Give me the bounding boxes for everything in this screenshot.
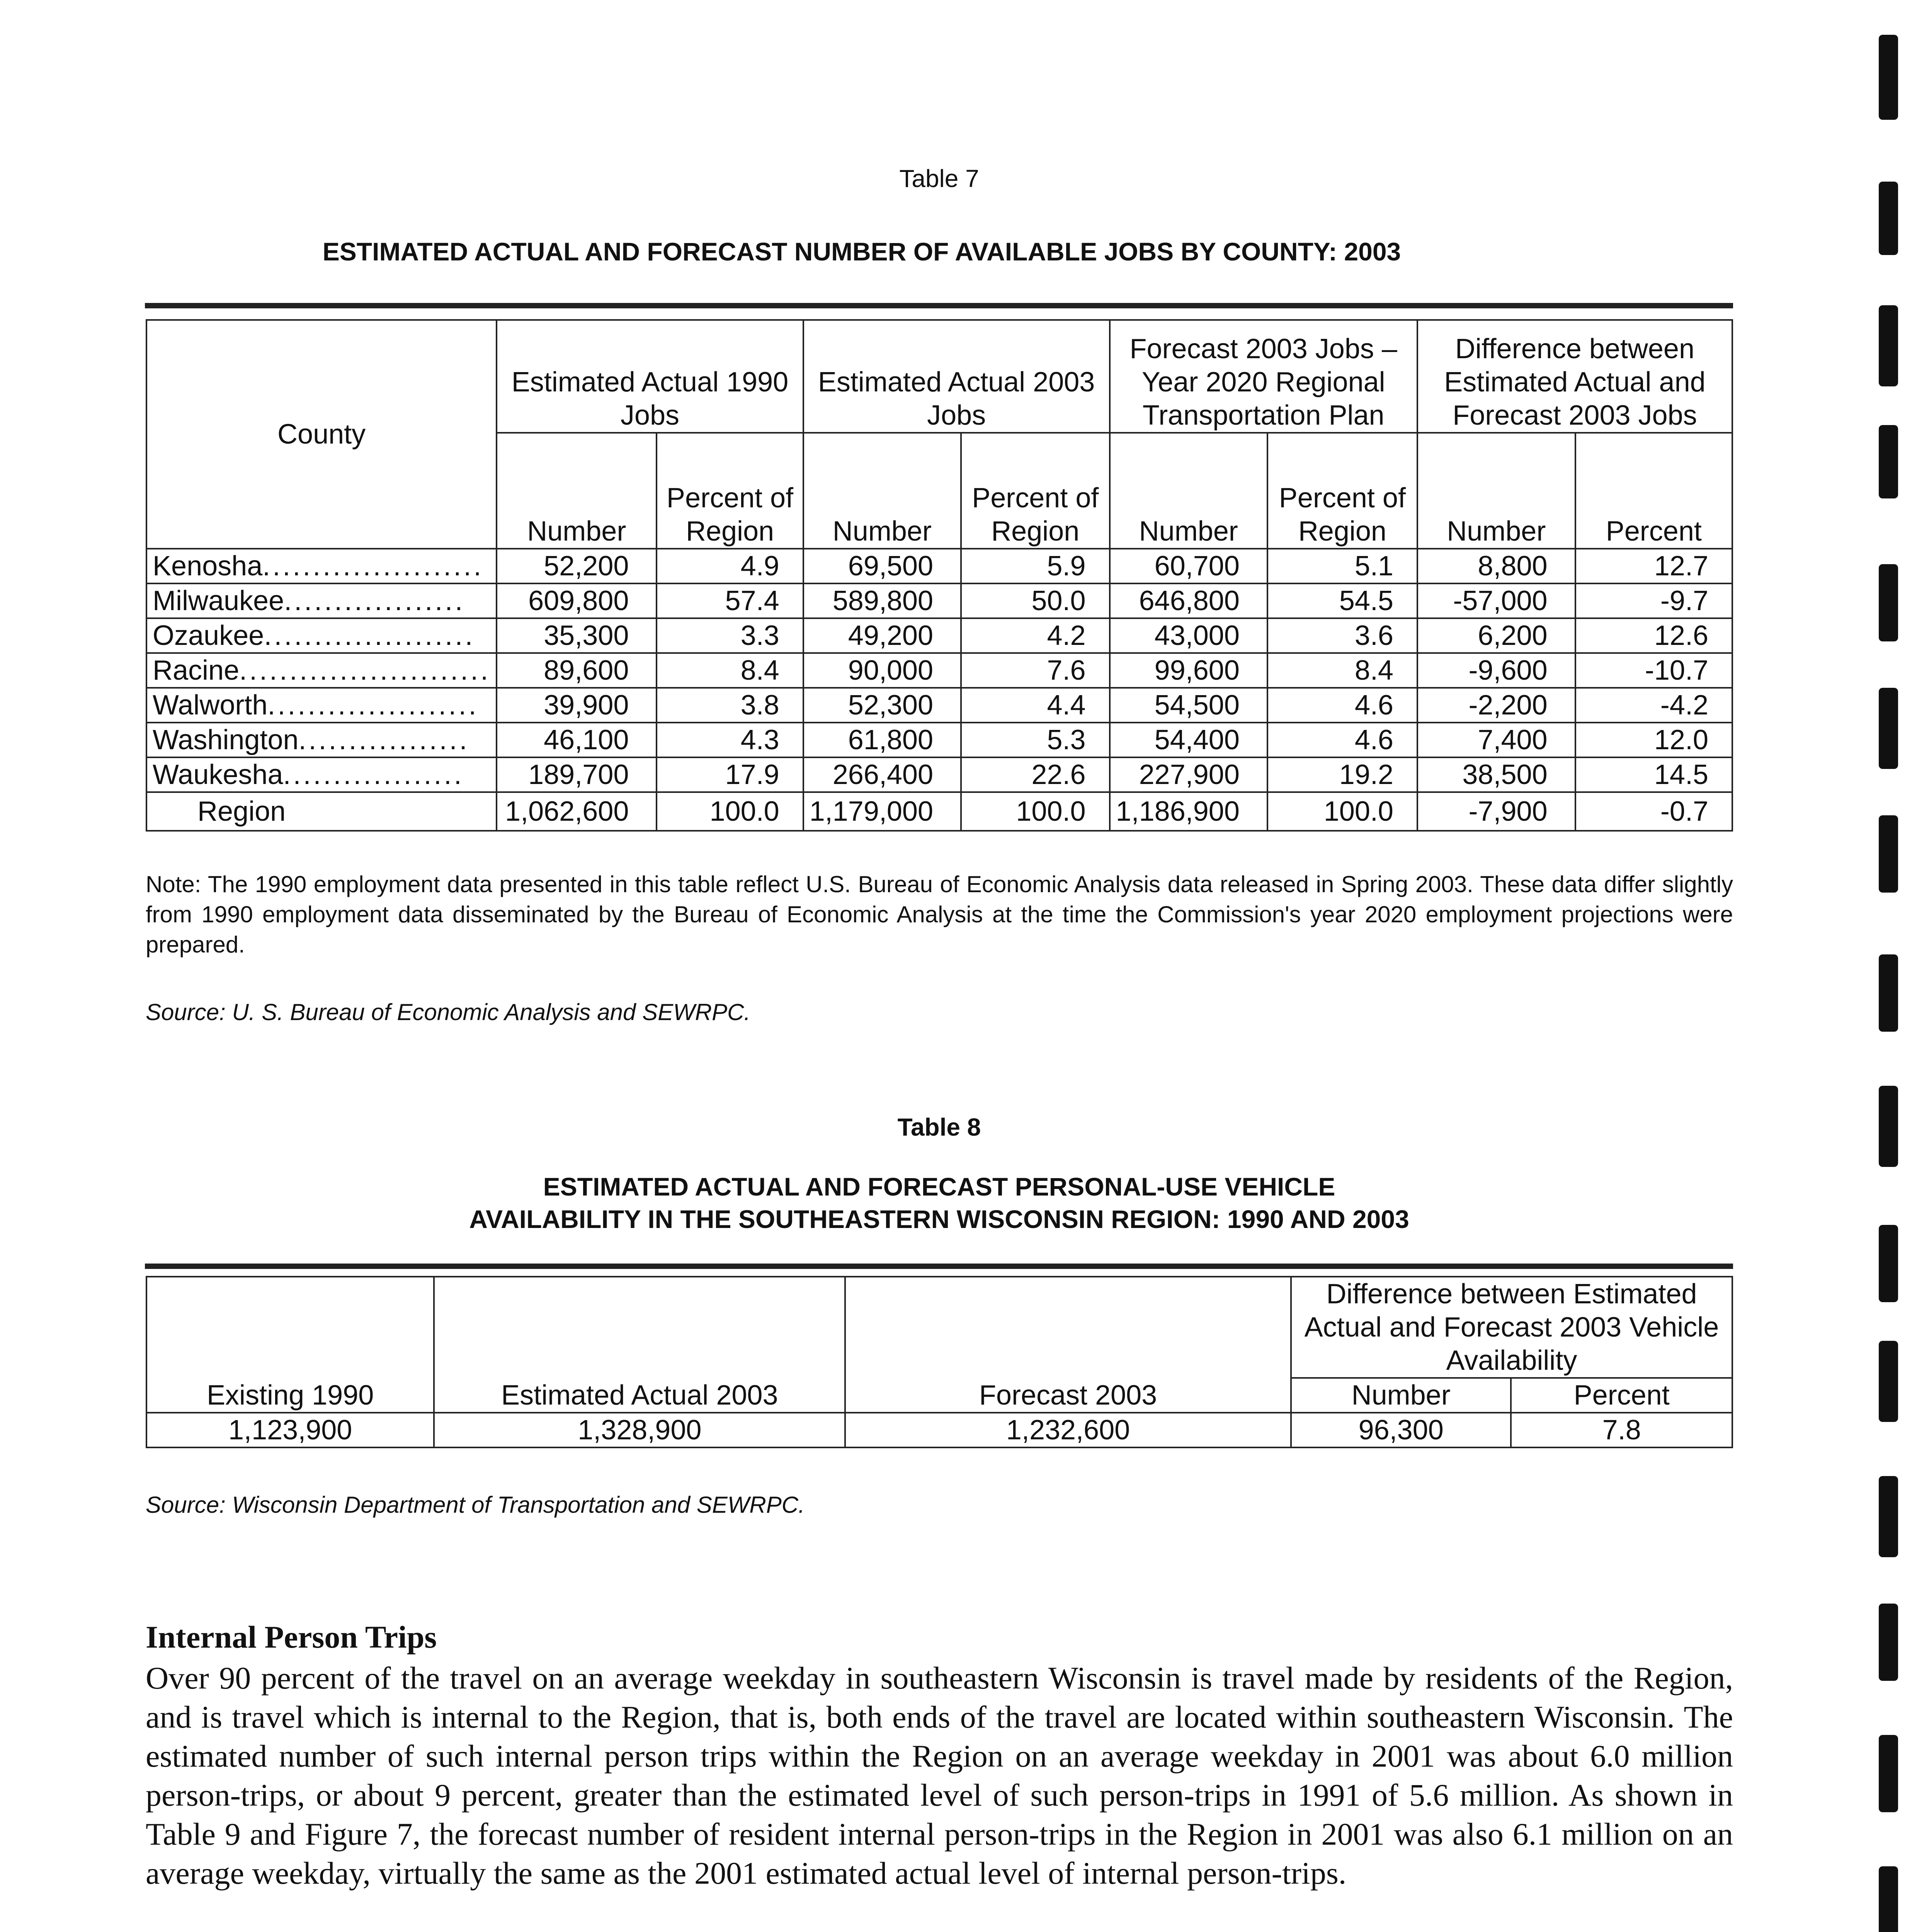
table-cell: 52,300 <box>803 688 961 723</box>
county-name: Walworth <box>153 690 268 721</box>
table-row <box>146 653 1732 688</box>
binder-mark <box>1879 305 1898 386</box>
county-cell <box>146 549 497 583</box>
leader-dots: .................. <box>283 759 464 790</box>
header-difference: Difference between Estimated Actual and Forecast 2003 Vehicle Availability <box>1291 1277 1732 1378</box>
table8-source: Source: Wisconsin Department of Transportation and SEWRPC. <box>146 1492 805 1518</box>
total-value: 100.0 <box>1267 792 1417 831</box>
binder-mark <box>1879 688 1898 769</box>
table8-title-line1: ESTIMATED ACTUAL AND FORECAST PERSONAL-USE VEHICLE <box>543 1172 1335 1201</box>
sub-header: Number <box>803 433 961 549</box>
county-name: Kenosha <box>153 551 263 582</box>
table-cell: 3.3 <box>657 618 803 653</box>
binder-mark <box>1879 954 1898 1032</box>
table-cell: 12.0 <box>1575 723 1732 757</box>
table-cell: 4.9 <box>657 549 803 583</box>
sub-header: Percent of Region <box>657 433 803 549</box>
total-value: 100.0 <box>657 792 803 831</box>
table-cell: 54,500 <box>1110 688 1267 723</box>
total-value: -7,900 <box>1417 792 1575 831</box>
county-cell <box>146 618 497 653</box>
table-cell: 22.6 <box>961 757 1110 792</box>
table-row <box>146 618 1732 653</box>
group-header-2003-forecast: Forecast 2003 Jobs – Year 2020 Regional Transportation Plan <box>1110 320 1417 433</box>
sub-header: Percent of Region <box>961 433 1110 549</box>
table-cell: -57,000 <box>1417 583 1575 618</box>
table-cell: 589,800 <box>803 583 961 618</box>
total-value: 1,062,600 <box>497 792 657 831</box>
binder-mark <box>1879 182 1898 255</box>
county-cell <box>146 757 497 792</box>
leader-dots: .................. <box>284 585 465 616</box>
table-cell: 4.3 <box>657 723 803 757</box>
binder-mark <box>1879 1225 1898 1302</box>
county-cell <box>146 583 497 618</box>
table-row <box>146 583 1732 618</box>
binder-mark <box>1879 815 1898 893</box>
table-cell: 54.5 <box>1267 583 1417 618</box>
table-cell: 35,300 <box>497 618 657 653</box>
table-row <box>146 723 1732 757</box>
county-header: County <box>146 320 497 549</box>
table-cell: 4.2 <box>961 618 1110 653</box>
sub-header: Number <box>497 433 657 549</box>
table-cell: 266,400 <box>803 757 961 792</box>
table7-group-header-row <box>146 320 1732 433</box>
table-cell: 609,800 <box>497 583 657 618</box>
total-value: 1,179,000 <box>803 792 961 831</box>
leader-dots: ..................... <box>267 690 479 721</box>
table-cell: 69,500 <box>803 549 961 583</box>
county-name: Milwaukee <box>153 585 284 616</box>
table7-caption: Table 7 <box>899 165 979 192</box>
table-cell: 38,500 <box>1417 757 1575 792</box>
table7-source: Source: U. S. Bureau of Economic Analysis and SEWRPC. <box>146 999 751 1025</box>
sub-header: Percent <box>1575 433 1732 549</box>
table-cell: -10.7 <box>1575 653 1732 688</box>
binder-mark <box>1879 425 1898 498</box>
group-header-difference: Difference between Estimated Actual and Forecast 2003 Jobs <box>1417 320 1732 433</box>
binder-mark <box>1879 35 1898 120</box>
table7-note: Note: The 1990 employment data presented in this table reflect U.S. Bureau of Economic Analysis data released in Spring 2003. These data differ slightly from 1990 employment data disseminated by the Bureau of Economic Analysis at the time the Commission's year 2020 employment projections were prepared. <box>146 871 1733 957</box>
table-cell: 3.8 <box>657 688 803 723</box>
table-row <box>146 688 1732 723</box>
table-cell: 43,000 <box>1110 618 1267 653</box>
table-cell: 6,200 <box>1417 618 1575 653</box>
table8-top-rule <box>145 1264 1733 1269</box>
leader-dots: ......................... <box>239 655 491 686</box>
table-cell: 4.6 <box>1267 723 1417 757</box>
total-value: 1,186,900 <box>1110 792 1267 831</box>
table-cell: 60,700 <box>1110 549 1267 583</box>
county-cell <box>146 723 497 757</box>
table-cell: 7,400 <box>1417 723 1575 757</box>
value-difference-number: 96,300 <box>1291 1413 1511 1447</box>
table-cell: 5.3 <box>961 723 1110 757</box>
binder-mark <box>1879 1086 1898 1167</box>
binder-mark <box>1879 1341 1898 1422</box>
table-cell: 8.4 <box>657 653 803 688</box>
table8 <box>146 1276 1733 1448</box>
table-cell: 5.1 <box>1267 549 1417 583</box>
table-cell: 52,200 <box>497 549 657 583</box>
table-cell: 61,800 <box>803 723 961 757</box>
table-cell: -9.7 <box>1575 583 1732 618</box>
total-value: 100.0 <box>961 792 1110 831</box>
value-existing-1990: 1,123,900 <box>146 1413 434 1447</box>
county-cell <box>146 688 497 723</box>
binder-mark <box>1879 1604 1898 1681</box>
value-forecast-2003: 1,232,600 <box>845 1413 1291 1447</box>
table-cell: 14.5 <box>1575 757 1732 792</box>
leader-dots: ...................... <box>262 551 484 582</box>
table-cell: 46,100 <box>497 723 657 757</box>
group-header-2003-actual: Estimated Actual 2003 Jobs <box>803 320 1110 433</box>
table8-data-row <box>146 1413 1732 1447</box>
table-cell: 49,200 <box>803 618 961 653</box>
binder-mark <box>1879 564 1898 641</box>
total-label: Region <box>146 792 497 831</box>
table7-title: ESTIMATED ACTUAL AND FORECAST NUMBER OF AVAILABLE JOBS BY COUNTY: 2003 <box>322 237 1401 266</box>
table-cell: -2,200 <box>1417 688 1575 723</box>
binder-mark <box>1879 1476 1898 1557</box>
value-difference-percent: 7.8 <box>1511 1413 1732 1447</box>
table-cell: 646,800 <box>1110 583 1267 618</box>
table-cell: 4.6 <box>1267 688 1417 723</box>
table-cell: 39,900 <box>497 688 657 723</box>
county-cell <box>146 653 497 688</box>
table-cell: 189,700 <box>497 757 657 792</box>
binder-mark <box>1879 1866 1898 1932</box>
table-cell: 3.6 <box>1267 618 1417 653</box>
table-cell: 7.6 <box>961 653 1110 688</box>
table-cell: -9,600 <box>1417 653 1575 688</box>
sub-header: Number <box>1417 433 1575 549</box>
table-row <box>146 549 1732 583</box>
header-estimated-actual-2003: Estimated Actual 2003 <box>434 1277 845 1413</box>
table7-total-row <box>146 792 1732 831</box>
table-cell: 90,000 <box>803 653 961 688</box>
table-cell: 50.0 <box>961 583 1110 618</box>
table-cell: 99,600 <box>1110 653 1267 688</box>
leader-dots: ................. <box>298 724 469 755</box>
sub-header: Number <box>1110 433 1267 549</box>
table7-top-rule <box>145 303 1733 308</box>
county-name: Racine <box>153 655 240 686</box>
table7 <box>146 319 1733 832</box>
table-cell: 8,800 <box>1417 549 1575 583</box>
value-estimated-actual-2003: 1,328,900 <box>434 1413 845 1447</box>
header-forecast-2003: Forecast 2003 <box>845 1277 1291 1413</box>
header-existing-1990: Existing 1990 <box>146 1277 434 1413</box>
table-cell: 89,600 <box>497 653 657 688</box>
county-name: Washington <box>153 724 299 755</box>
table-cell: 12.7 <box>1575 549 1732 583</box>
table-cell: 19.2 <box>1267 757 1417 792</box>
section-paragraph-internal-person-trips: Over 90 percent of the travel on an average weekday in southeastern Wisconsin is travel made by residents of the Region, and is travel which is internal to the Region, that is, both ends of the travel are located within southeastern Wisconsin. The estimated number of such internal person trips within the Region on an average weekday in 2001 was about 6.0 million person-trips, or about 9 percent, greater than the estimated level of such person-trips in 1991 of 5.6 million. As shown in Table 9 and Figure 7, the forecast number of resident internal person-trips in the Region in 2001 was also 6.1 million on an average weekday, virtually the same as the 2001 estimated actual level of internal person-trips. <box>146 1660 1733 1891</box>
header-difference-percent: Percent <box>1511 1378 1732 1413</box>
header-difference-number: Number <box>1291 1378 1511 1413</box>
table-cell: 8.4 <box>1267 653 1417 688</box>
table8-title-line2: AVAILABILITY IN THE SOUTHEASTERN WISCONSIN REGION: 1990 AND 2003 <box>469 1205 1409 1233</box>
table-cell: 17.9 <box>657 757 803 792</box>
table-cell: 57.4 <box>657 583 803 618</box>
table-cell: 5.9 <box>961 549 1110 583</box>
table-cell: 227,900 <box>1110 757 1267 792</box>
table8-caption: Table 8 <box>897 1113 981 1141</box>
leader-dots: ..................... <box>264 620 475 651</box>
section-heading-internal-person-trips: Internal Person Trips <box>146 1619 437 1655</box>
total-value: -0.7 <box>1575 792 1732 831</box>
table-cell: 54,400 <box>1110 723 1267 757</box>
table-cell: -4.2 <box>1575 688 1732 723</box>
binder-mark <box>1879 1735 1898 1812</box>
county-name: Ozaukee <box>153 620 264 651</box>
table-row <box>146 757 1732 792</box>
group-header-1990: Estimated Actual 1990 Jobs <box>497 320 803 433</box>
table-cell: 12.6 <box>1575 618 1732 653</box>
county-name: Waukesha <box>153 759 283 790</box>
table-cell: 4.4 <box>961 688 1110 723</box>
sub-header: Percent of Region <box>1267 433 1417 549</box>
